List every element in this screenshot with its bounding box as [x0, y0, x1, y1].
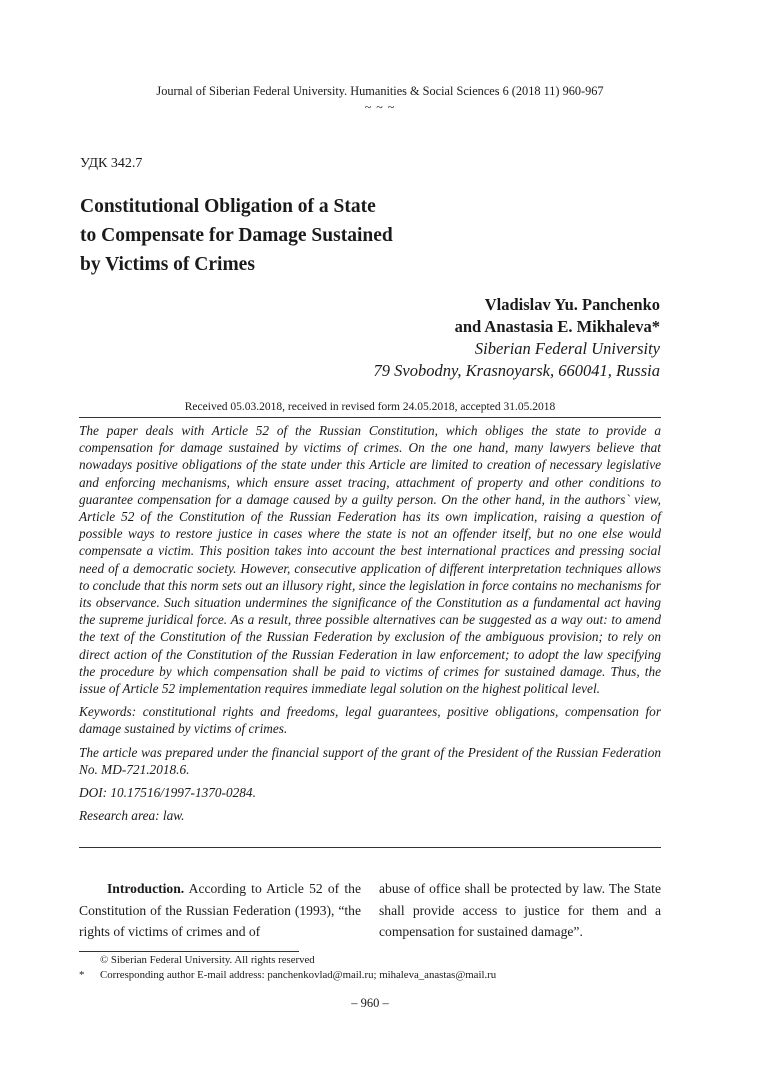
footnote-corresponding	[79, 968, 496, 983]
udk-code: УДК 342.7	[80, 156, 143, 171]
body-column-right: abuse of office shall be protected by law. The State shall provide access to justice for them and a compensation for sustained damage”.	[379, 881, 661, 939]
header-ornament: ~ ~ ~	[364, 100, 396, 114]
author-line-1: Vladislav Yu. Panchenko	[484, 295, 660, 314]
footnote-rule	[79, 951, 299, 952]
abstract-block	[79, 422, 661, 830]
copyright-text: © Siberian Federal University. All rights reserved	[100, 954, 315, 966]
keywords: Keywords: constitutional rights and freedoms, legal guarantees, positive obligations, compensation for damage sustained by victims of crimes.	[79, 704, 661, 737]
intro-heading: Introduction.	[107, 881, 185, 896]
footnote-copyright	[79, 953, 315, 968]
title-line: Constitutional Obligation of a State	[80, 196, 376, 217]
received-dates: Received 05.03.2018, received in revised form 24.05.2018, accepted 31.05.2018	[184, 401, 556, 413]
title-line: to Compensate for Damage Sustained	[80, 225, 393, 246]
footnote-star: *	[79, 969, 85, 981]
abstract-bottom-rule	[79, 847, 661, 848]
affiliation: Siberian Federal University	[474, 339, 660, 358]
journal-header: Journal of Siberian Federal University. Humanities & Social Sciences 6 (2018 11) 960-967	[156, 84, 604, 98]
corresponding-email: Corresponding author E-mail address: panchenkovlad@mail.ru; mihaleva_anastas@mail.ru	[100, 969, 497, 981]
page-number: – 960 –	[351, 996, 389, 1010]
doi: DOI: 10.17516/1997-1370-0284.	[79, 785, 256, 801]
abstract-top-rule	[79, 417, 661, 418]
research-area: Research area: law.	[79, 808, 185, 824]
paper-title	[80, 192, 480, 279]
address: 79 Svobodny, Krasnoyarsk, 660041, Russia	[373, 361, 660, 380]
grant-note: The article was prepared under the financial support of the grant of the President of the Russian Federation No. MD-721.2018.6.	[79, 744, 661, 777]
abstract-text: The paper deals with Article 52 of the Russian Constitution, which obliges the state to provide a compensation for damage sustained by victims of crimes. On the one hand, many lawyers believe that nowadays positive obligations of the state under this Article are limited to creation of necessary legislative and enforcing mechanisms, which ensure asset tracing, attachment of property and other conditions to guarantee compensation for a damage caused by a guilty person. On the other hand, in the authors` view, Article 52 of the Constitution of the Russian Federation has its own implication, raising a question of possible ways to restore justice in cases where the state is not an offender itself, but no one else would compensate a victim. This position takes into account the best international practices and pressing social need of a democratic society. However, consecutive application of different interpretation techniques allows to conclude that this norm sets out an illusory right, since the legislation in force contains no mechanisms for its observance. Such situation undermines the significance of the Constitution as a fundamental act having the supreme juridical force. As a result, three possible alternatives can be suggested as a way out: to amend the text of the Constitution of the Russian Federation by exclusion of the ambiguous provision; to rely on direct action of the Constitution of the Russian Federation in law enforcement; to adopt the law specifying the procedure by which compensation shall be paid to victims of crimes for sustained damage. Thus, the issue of Article 52 implementation requires immediate legal solution on the highest political level.	[79, 423, 661, 697]
body-column-left	[79, 878, 361, 943]
title-line: by Victims of Crimes	[80, 254, 255, 275]
author-line-2: and Anastasia E. Mikhaleva*	[454, 317, 660, 336]
author-block	[374, 294, 660, 382]
intro-text: According to Article 52 of the Constitution of the Russian Federation (1993), “the rights of victims of crimes and of	[79, 881, 361, 939]
